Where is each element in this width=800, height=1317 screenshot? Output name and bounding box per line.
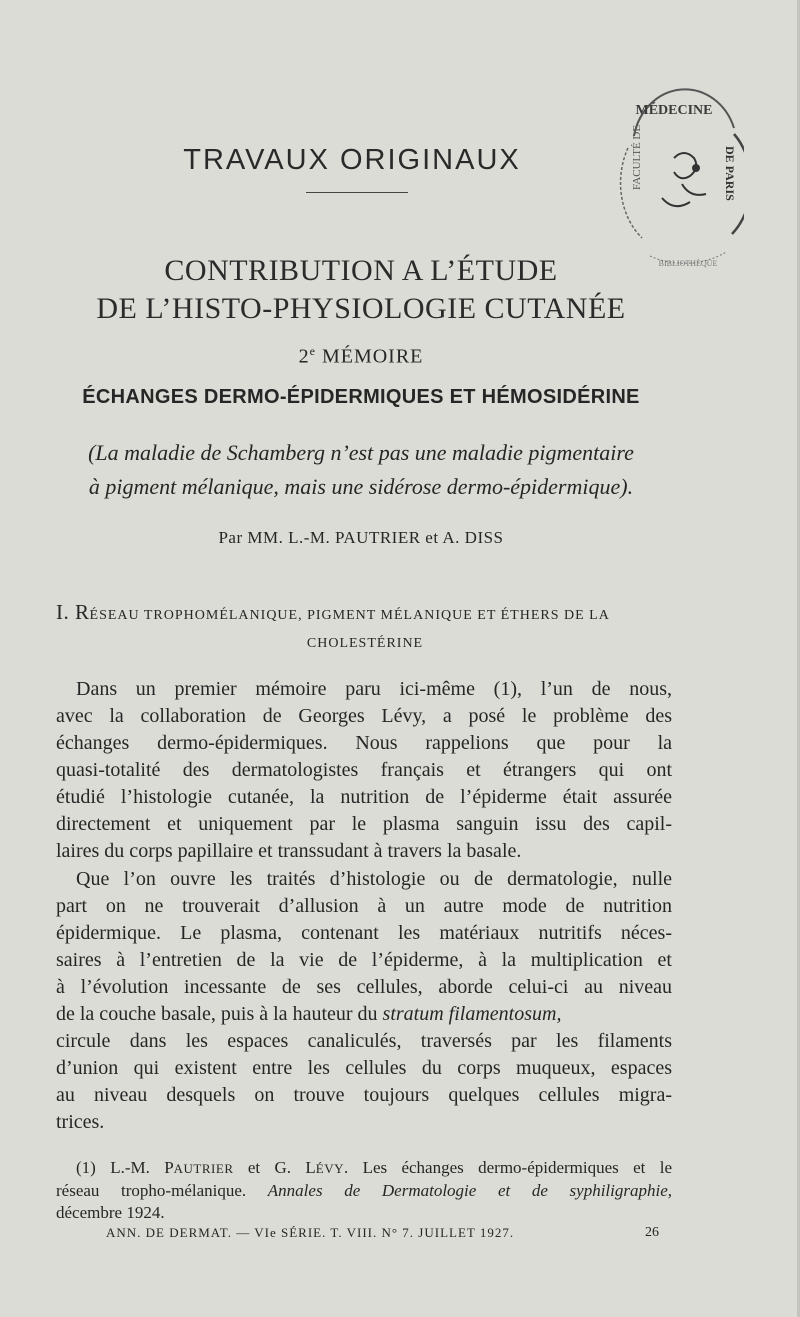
memoire-label — [0, 344, 722, 369]
paragraph-2-line: épidermique. Le plasma, contenant les matériaux nutritifs néces- — [56, 922, 672, 944]
footnote-article: réseau tropho-mélanique. — [56, 1181, 247, 1200]
footnote-author-2-sc: ÉVY — [315, 1161, 344, 1176]
paragraph-1-line: quasi-totalité des dermatologistes français et étrangers qui ont — [56, 759, 672, 781]
footnote-line-1 — [76, 1157, 672, 1180]
stratum-term: stratum filamentosum, — [382, 1003, 562, 1025]
stamp-left-text: FACULTÉ DE — [631, 124, 643, 190]
article-title-line-1: CONTRIBUTION A L’ÉTUDE — [164, 254, 558, 287]
stamp-top-text: MÉDECINE — [635, 103, 713, 118]
paragraph-1-line: échanges dermo-épidermiques. Nous rappelions que pour la — [56, 732, 672, 754]
paragraph-2-line: au niveau desquels on trouve toujours quelques cellules migra- — [56, 1084, 672, 1106]
footnote-line-2 — [56, 1180, 672, 1202]
rubric-rule — [306, 192, 408, 193]
page-number: 26 — [645, 1225, 659, 1240]
footnote-author-1-sc: AUTRIER — [173, 1161, 234, 1176]
paragraph-1-line: directement et uniquement par le plasma sanguin issu des capil- — [56, 813, 672, 835]
italic-subtitle-line-2: à pigment mélanique, mais une sidérose dermo-épidermique). — [88, 474, 634, 499]
paragraph-1-line: laires du corps papillaire et transsudant à travers la basale. — [56, 840, 522, 862]
footnote-journal: Annales de Dermatologie et de syphiligraphie, — [267, 1181, 673, 1200]
paragraph-2-line-text: de la couche basale, puis à la hauteur du — [56, 1003, 378, 1025]
paragraph-2-line: à l’évolution incessante de ses cellules, aborde celui-ci au niveau — [56, 976, 672, 998]
footnote-line-3: décembre 1924. — [56, 1203, 165, 1222]
footnote-title: . Les échanges dermo-épidermiques et le — [343, 1158, 673, 1177]
author-byline: Par MM. L.-M. PAUTRIER et A. DISS — [218, 528, 504, 547]
paragraph-1-line: Dans un premier mémoire paru ici-même (1), l’un de nous, — [76, 678, 672, 700]
paragraph-1-line: avec la collaboration de Georges Lévy, a posé le problème des — [56, 705, 672, 727]
article-title-line-2: DE L’HISTO-PHYSIOLOGIE CUTANÉE — [96, 292, 626, 325]
paragraph-2-line: circule dans les espaces canaliculés, traversés par les filaments — [56, 1030, 672, 1052]
footnote-author-1: L.-M. P — [110, 1158, 174, 1177]
section-heading — [56, 598, 674, 658]
paragraph-2-line: Que l’on ouvre les traités d’histologie ou de dermatologie, nulle — [76, 868, 672, 890]
running-footer: ANN. DE DERMAT. — VIe SÉRIE. T. VIII. N° 7. JUILLET 1927. — [106, 1225, 515, 1240]
footnote-marker: (1) — [76, 1158, 96, 1177]
paragraph-1-line: étudié l’histologie cutanée, la nutrition de l’épiderme était assurée — [56, 786, 672, 808]
paragraph-2-line: part on ne trouverait d’allusion à un autre mode de nutrition — [56, 895, 672, 917]
stamp-right-text: DE PARIS — [723, 146, 737, 201]
section-initial: R — [75, 600, 90, 624]
section-rubric: TRAVAUX ORIGINAUX — [183, 144, 521, 176]
paragraph-2-line: d’union qui existent entre les cellules du corps muqueux, espaces — [56, 1057, 672, 1079]
footnote-author-2: et G. L — [247, 1158, 316, 1177]
stamp-emblem — [662, 153, 706, 206]
italic-subtitle-line-1: (La maladie de Schamberg n’est pas une maladie pigmentaire — [88, 440, 634, 465]
memoire-word: MÉMOIRE — [321, 345, 424, 368]
article-subtitle: ÉCHANGES DERMO-ÉPIDERMIQUES ET HÉMOSIDÉRINE — [82, 386, 640, 408]
section-heading-line-1: ÉSEAU TROPHOMÉLANIQUE, PIGMENT MÉLANIQUE ET ÉTHERS DE LA — [89, 608, 610, 623]
paragraph-2-line: saires à l’entretien de la vie de l’épiderme, à la multiplication et — [56, 949, 672, 971]
section-numeral: I. — [56, 600, 70, 624]
section-heading-line-2: CHOLESTÉRINE — [306, 636, 424, 651]
paragraph-2-line: trices. — [56, 1111, 105, 1133]
memoire-number: 2 — [298, 345, 310, 368]
stamp-bottom-text: BIBLIOTHÈQUE — [658, 259, 718, 268]
memoire-ordinal: e — [309, 344, 316, 358]
library-stamp — [614, 88, 744, 268]
paragraph-2-line — [56, 1001, 672, 1028]
